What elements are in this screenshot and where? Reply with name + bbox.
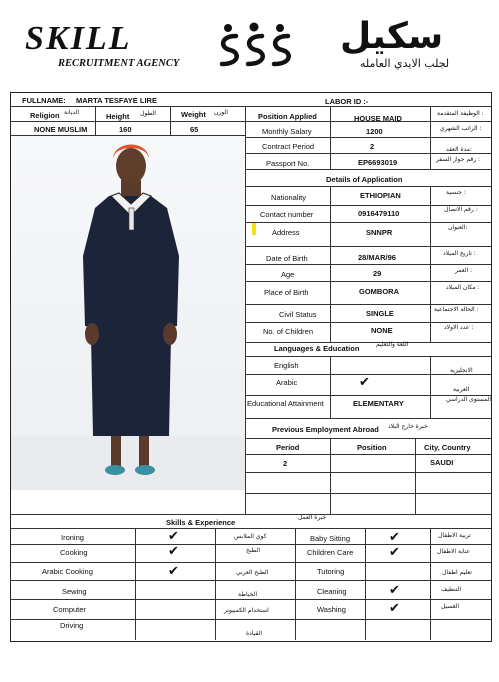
- skill-cleaning-label: Cleaning: [317, 587, 347, 596]
- educational-attainment-value: ELEMENTARY: [353, 399, 404, 408]
- religion-value: NONE MUSLIM: [34, 125, 88, 134]
- previous-employment-heading: Previous Employment Abroad: [272, 425, 379, 434]
- position-applied-value: HOUSE MAID: [354, 114, 402, 123]
- nationality-label: Nationality: [271, 193, 307, 202]
- address-label: Address: [272, 228, 300, 237]
- fullname-value: MARTA TESFAYE LIRE: [76, 96, 157, 105]
- date-of-birth-label: Date of Birth: [266, 254, 308, 263]
- contact-number-value: 0916479110: [358, 209, 400, 218]
- skill-washing-arabic: الغسيل: [441, 603, 460, 610]
- age-label: Age: [281, 270, 295, 279]
- skills-experience-arabic: خبرة العمل: [298, 514, 327, 521]
- contact-number-label: Contact number: [260, 210, 314, 219]
- passport-arabic: رقم جواز السفر :: [436, 156, 481, 163]
- labor-id-label: LABOR ID :-: [325, 97, 369, 106]
- skills-experience-heading: Skills & Experience: [166, 518, 236, 527]
- skill-arabic-cooking-label: Arabic Cooking: [42, 567, 93, 576]
- age-arabic: العمر :: [455, 267, 473, 274]
- skill-cooking-check-icon: ✔: [168, 544, 179, 559]
- english-arabic: الانجليزية: [450, 367, 473, 374]
- monthly-salary-value: 1200: [366, 127, 383, 136]
- monthly-salary-arabic: الراتب الشهري :: [440, 125, 482, 132]
- english-label: English: [274, 361, 299, 370]
- contract-period-value: 2: [370, 142, 375, 151]
- skill-children-care-arabic: عناية الاطفال: [437, 548, 471, 555]
- educational-attainment-label: Educational Attainment: [247, 399, 324, 408]
- arabic-check-icon: ✔: [359, 375, 370, 390]
- skill-ironing-check-icon: ✔: [168, 529, 179, 544]
- skill-cleaning-arabic: التنظيف: [441, 586, 462, 593]
- position-column-header: Position: [357, 443, 387, 452]
- contract-period-arabic: مدة العقد:: [446, 146, 473, 153]
- address-value: SNNPR: [366, 228, 393, 237]
- height-label: Height: [106, 112, 130, 121]
- period-column-header: Period: [276, 443, 300, 452]
- skill-children-care-check-icon: ✔: [389, 545, 400, 560]
- skill-arabic-cooking-arabic: الطبخ العربي: [236, 569, 269, 576]
- position-applied-arabic: الوظيفة المتقدمة :: [437, 110, 484, 117]
- nationality-value: ETHIOPIAN: [360, 191, 401, 200]
- skill-washing-label: Washing: [317, 605, 346, 614]
- previous-employment-arabic: خبرة خارج البلاد: [388, 423, 428, 430]
- skill-baby-sitting-arabic: تربية الاطفال: [438, 532, 471, 539]
- age-value: 29: [373, 269, 382, 278]
- languages-education-arabic: اللغة والتعليم: [376, 341, 409, 348]
- employment-country-value: SAUDI: [430, 458, 454, 467]
- place-of-birth-arabic: مكان الميلاد :: [446, 284, 480, 291]
- skill-computer-arabic: استخدام الكمبيوتر: [224, 607, 269, 614]
- civil-status-label: Civil Status: [279, 310, 317, 319]
- details-of-application-heading: Details of Application: [326, 175, 403, 184]
- skill-washing-check-icon: ✔: [389, 601, 400, 616]
- height-value: 160: [119, 125, 132, 134]
- agency-logo-arabic: سكيل: [340, 16, 444, 57]
- skill-driving-label: Driving: [60, 621, 84, 630]
- nationality-arabic: جنسية :: [446, 189, 466, 196]
- skill-arabic-cooking-check-icon: ✔: [168, 564, 179, 579]
- weight-label-arabic: الوزن: [214, 109, 228, 116]
- skill-sewing-arabic: الخياطة: [238, 591, 257, 598]
- skill-sewing-label: Sewing: [62, 587, 87, 596]
- passport-value: EP6693019: [358, 158, 398, 167]
- position-applied-label: Position Applied: [258, 112, 317, 121]
- height-label-arabic: الطول: [140, 110, 156, 117]
- skill-cleaning-check-icon: ✔: [389, 583, 400, 598]
- arabic-label: Arabic: [276, 378, 298, 387]
- fullname-label: FULLNAME:: [22, 96, 66, 105]
- city-country-column-header: City, Country: [424, 443, 471, 452]
- highlight-marker: [252, 223, 256, 235]
- date-of-birth-value: 28/MAR/96: [358, 253, 396, 262]
- skill-tutoring-arabic: تعليم اطفال: [442, 569, 472, 576]
- agency-tagline: RECRUITMENT AGENCY: [58, 58, 180, 69]
- skill-driving-arabic: القيادة: [246, 630, 262, 637]
- skill-tutoring-label: Tutoring: [317, 567, 345, 576]
- religion-label: Religion: [30, 111, 60, 120]
- contract-period-label: Contract Period: [262, 142, 315, 151]
- candidate-photo: [11, 136, 245, 490]
- contact-number-arabic: رقم الاتصال :: [444, 206, 478, 213]
- date-of-birth-arabic: تاريخ الميلاد :: [443, 250, 476, 257]
- employment-period-value: 2: [283, 459, 288, 468]
- skill-cooking-label: Cooking: [60, 548, 88, 557]
- arabic-arabic: العربية: [453, 386, 470, 393]
- civil-status-value: SINGLE: [366, 309, 394, 318]
- no-of-children-value: NONE: [371, 326, 393, 335]
- weight-value: 65: [190, 125, 199, 134]
- languages-education-heading: Languages & Education: [274, 344, 360, 353]
- skill-baby-sitting-check-icon: ✔: [389, 530, 400, 545]
- monthly-salary-label: Monthly Salary: [262, 127, 312, 136]
- skill-children-care-label: Children Care: [307, 548, 354, 557]
- no-of-children-arabic: عدد الاولاد :: [444, 324, 474, 331]
- weight-label: Weight: [181, 110, 206, 119]
- skill-ironing-arabic: كوي الملابس: [234, 533, 267, 540]
- place-of-birth-value: GOMBORA: [359, 287, 399, 296]
- skill-cooking-arabic: الطبخ: [246, 547, 261, 554]
- educational-attainment-arabic: المستوى الدراسي: [446, 396, 492, 403]
- agency-logo-people-icon: [214, 22, 294, 72]
- passport-label: Passport No.: [266, 159, 310, 168]
- skill-baby-sitting-label: Baby Sitting: [310, 534, 351, 543]
- civil-status-arabic: الحالة الاجتماعية :: [434, 306, 479, 313]
- place-of-birth-label: Place of Birth: [264, 288, 309, 297]
- agency-tagline-arabic: لجلب الايدي العامله: [360, 57, 450, 70]
- agency-logo-english: SKILL: [25, 20, 132, 57]
- no-of-children-label: No. of Children: [263, 327, 314, 336]
- skill-computer-label: Computer: [53, 605, 86, 614]
- address-arabic: العنوان:: [448, 224, 468, 231]
- religion-label-arabic: الديانة: [64, 109, 80, 116]
- skill-ironing-label: Ironing: [61, 533, 84, 542]
